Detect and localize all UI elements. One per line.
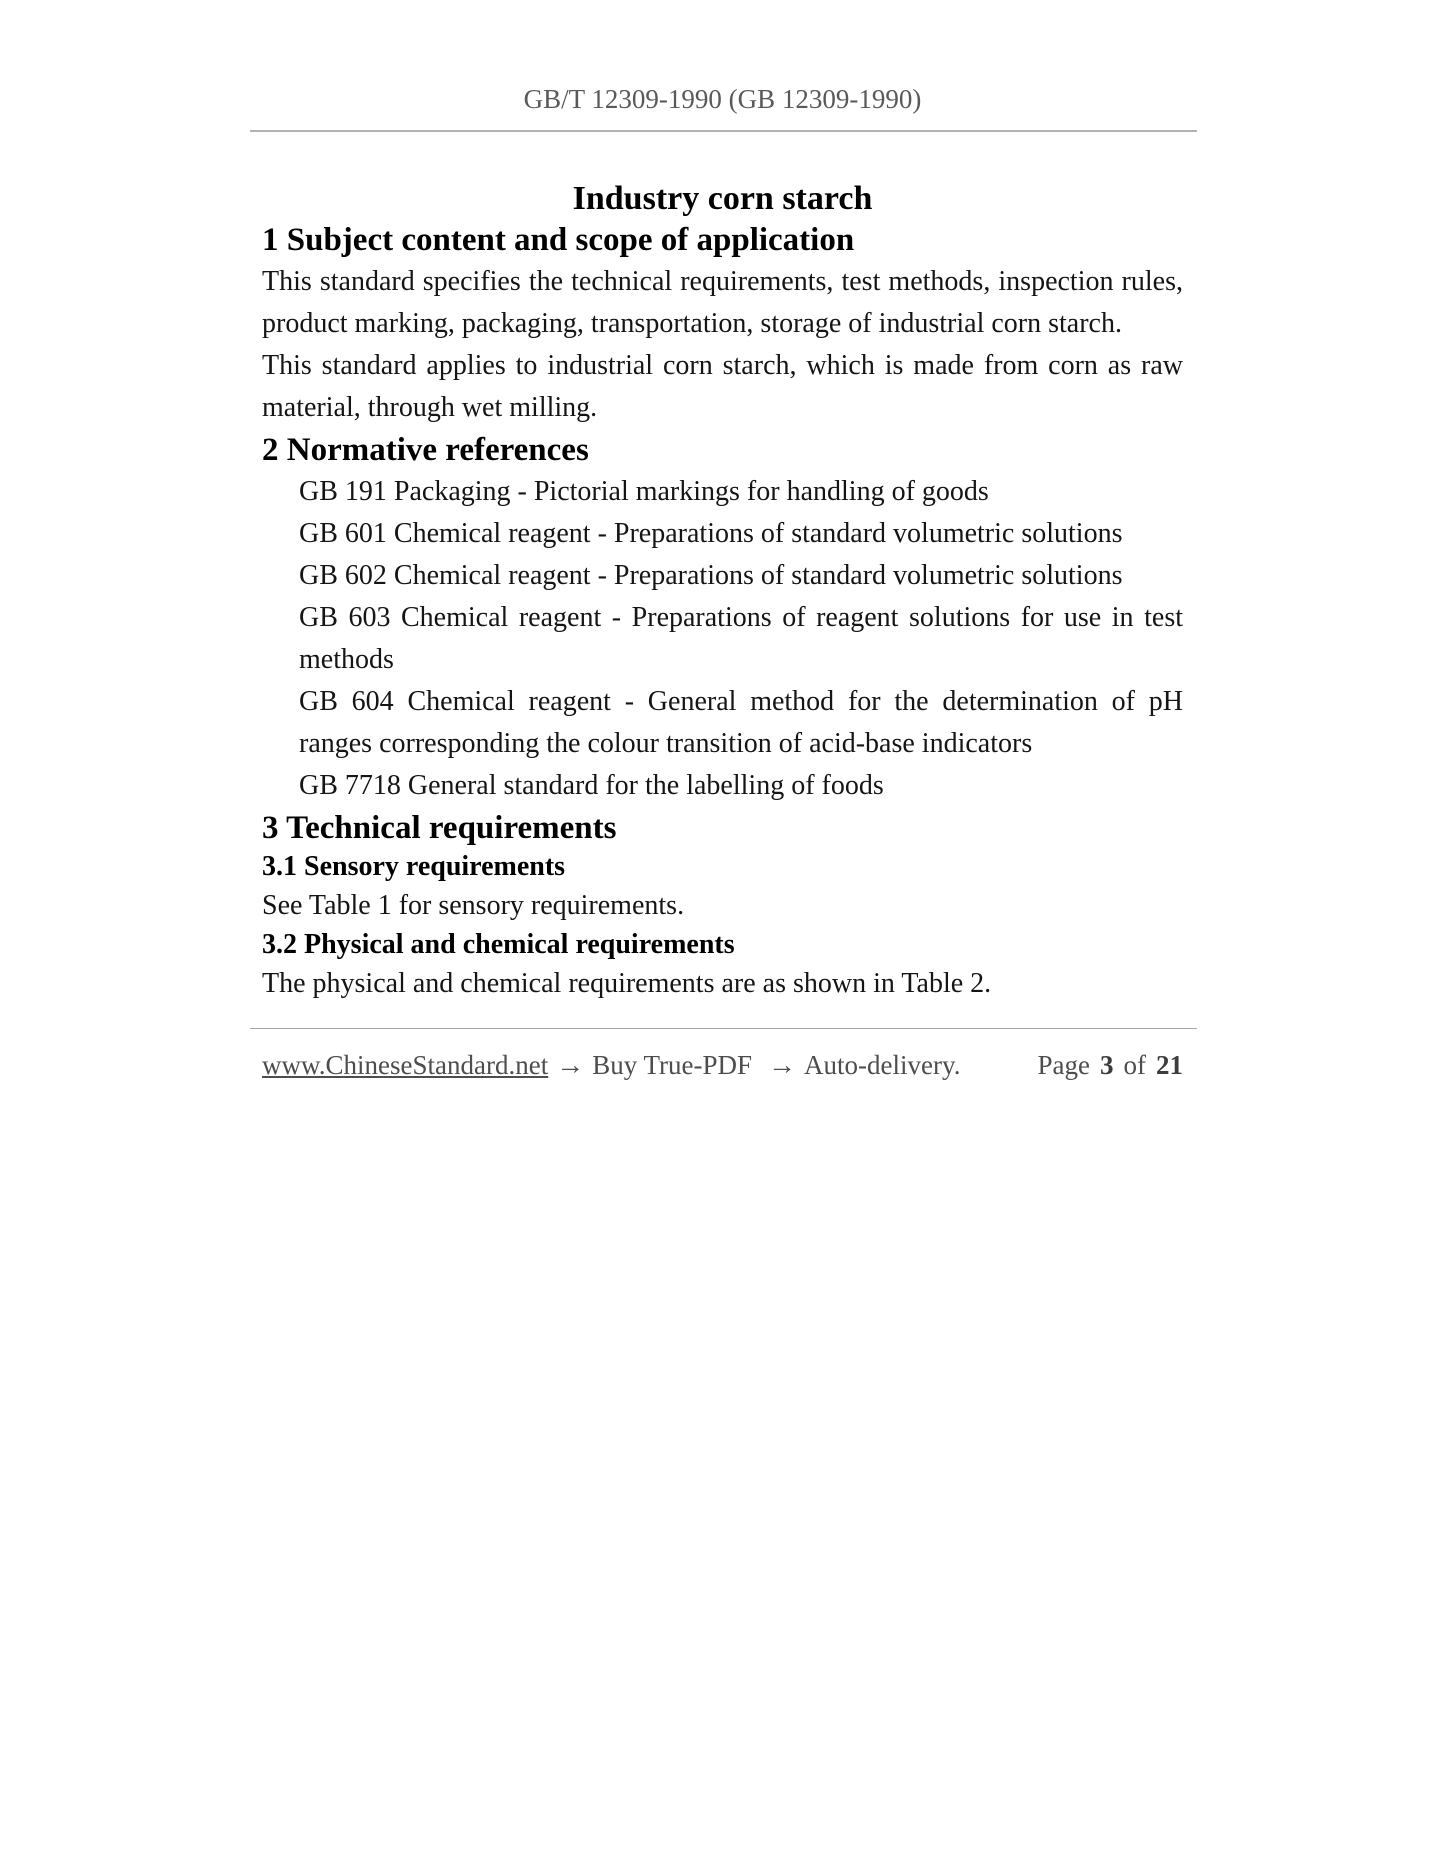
page-label: Page xyxy=(1037,1050,1090,1080)
page-content xyxy=(262,0,1183,1082)
page-number: 3 xyxy=(1100,1050,1114,1080)
section-3-1-heading: 3.1 Sensory requirements xyxy=(262,851,566,882)
reference-gb-604: GB 604 Chemical reagent - General method for the determination of pH ranges corresponding the colour transition of acid-base indicators xyxy=(299,686,1183,759)
reference-gb-603: GB 603 Chemical reagent - Preparations of reagent solutions for use in test methods xyxy=(299,602,1183,675)
section-3-1-body: See Table 1 for sensory requirements. xyxy=(262,890,685,921)
section-1-paragraph-1: This standard specifies the technical requirements, test methods, inspection rules, product marking, packaging, transportation, storage of industrial corn starch. xyxy=(262,266,1183,339)
page-footer xyxy=(262,1049,1183,1082)
reference-gb-191: GB 191 Packaging - Pictorial markings for handling of goods xyxy=(299,476,989,507)
footer-rule xyxy=(250,1028,1197,1029)
arrow-icon: → xyxy=(768,1050,797,1081)
page-indicator xyxy=(1038,1049,1183,1081)
reference-gb-602: GB 602 Chemical reagent - Preparations of standard volumetric solutions xyxy=(299,560,1123,591)
document-title: Industry corn starch xyxy=(572,180,873,217)
section-3-2-heading: 3.2 Physical and chemical requirements xyxy=(262,929,735,960)
section-3-2-body: The physical and chemical requirements are as shown in Table 2. xyxy=(262,968,992,999)
section-1-heading: 1 Subject content and scope of application xyxy=(262,222,855,258)
footer-promo xyxy=(262,1049,960,1082)
footer-delivery-text: Auto-delivery. xyxy=(804,1050,961,1080)
header-rule xyxy=(250,130,1197,132)
section-3-heading: 3 Technical requirements xyxy=(262,810,617,846)
section-2-heading: 2 Normative references xyxy=(262,432,589,468)
footer-site-link[interactable]: www.ChineseStandard.net xyxy=(262,1050,549,1080)
running-header: GB/T 12309-1990 (GB 12309-1990) xyxy=(523,84,922,114)
footer-buy-text: Buy True-PDF xyxy=(592,1050,753,1080)
reference-gb-601: GB 601 Chemical reagent - Preparations of standard volumetric solutions xyxy=(299,518,1123,549)
arrow-icon: → xyxy=(556,1050,585,1081)
of-label: of xyxy=(1123,1050,1146,1080)
page-total: 21 xyxy=(1156,1050,1183,1080)
reference-gb-7718: GB 7718 General standard for the labelling of foods xyxy=(299,770,884,801)
section-1-paragraph-2: This standard applies to industrial corn starch, which is made from corn as raw material, through wet milling. xyxy=(262,350,1183,423)
